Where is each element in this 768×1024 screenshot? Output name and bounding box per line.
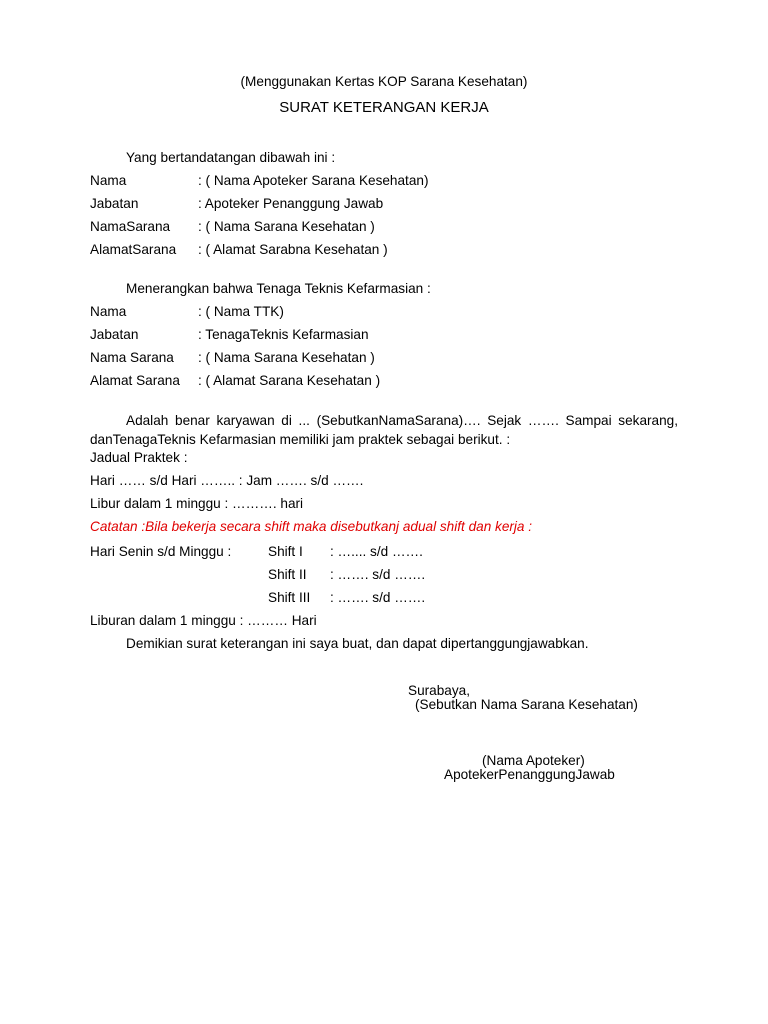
shift-days-label: Hari Senin s/d Minggu : — [90, 544, 232, 559]
signature-organization: (Sebutkan Nama Sarana Kesehatan) — [415, 697, 638, 712]
shift-3-time: : ……. s/d ……. — [330, 590, 426, 605]
shift-1-name: Shift I — [268, 544, 303, 559]
ttk-address-label: Alamat Sarana — [90, 373, 180, 388]
signer-name-label: Nama — [90, 173, 127, 188]
signer-address-label: AlamatSarana — [90, 242, 177, 257]
signature-position: ApotekerPenanggungJawab — [444, 767, 615, 782]
body-paragraph — [90, 411, 678, 449]
ttk-name-label: Nama — [90, 304, 127, 319]
closing-text: Demikian surat keterangan ini saya buat, dan dapat dipertanggungjawabkan. — [126, 636, 589, 651]
intro-text: Yang bertandatangan dibawah ini : — [126, 150, 336, 165]
ttk-address-value: : ( Alamat Sarana Kesehatan ) — [198, 373, 381, 388]
signer-facility-label: NamaSarana — [90, 219, 171, 234]
off-days-line: Libur dalam 1 minggu : ………. hari — [90, 496, 304, 511]
signer-address-value: : ( Alamat Sarabna Kesehatan ) — [198, 242, 388, 257]
signer-name-value: : ( Nama Apoteker Sarana Kesehatan) — [198, 173, 429, 188]
signature-name: (Nama Apoteker) — [482, 753, 585, 768]
ttk-name-value: : ( Nama TTK) — [198, 304, 284, 319]
ttk-facility-label: Nama Sarana — [90, 350, 174, 365]
signer-position-label: Jabatan — [90, 196, 139, 211]
signer-position-value: : Apoteker Penanggung Jawab — [198, 196, 384, 211]
holidays-line: Liburan dalam 1 minggu : ……… Hari — [90, 613, 317, 628]
body-paragraph-text: Adalah benar karyawan di ... (SebutkanNamaSarana)…. Sejak ……. Sampai sekarang, danTenagaTeknis Kefarmasian memiliki jam praktek sebagai berikut. : — [90, 413, 678, 447]
shift-2-time: : ……. s/d ……. — [330, 567, 426, 582]
ttk-position-label: Jabatan — [90, 327, 139, 342]
ttk-facility-value: : ( Nama Sarana Kesehatan ) — [198, 350, 375, 365]
shift-note: Catatan :Bila bekerja secara shift maka disebutkanj adual shift dan kerja : — [90, 519, 533, 534]
document-title: SURAT KETERANGAN KERJA — [279, 99, 489, 116]
ttk-position-value: : TenagaTeknis Kefarmasian — [198, 327, 369, 342]
letterhead-note: (Menggunakan Kertas KOP Sarana Kesehatan) — [240, 74, 528, 89]
schedule-line: Hari …… s/d Hari …….. : Jam ……. s/d ……. — [90, 473, 364, 488]
shift-1-time: : ….... s/d ……. — [330, 544, 423, 559]
statement-text: Menerangkan bahwa Tenaga Teknis Kefarmasian : — [126, 281, 431, 296]
schedule-heading: Jadual Praktek : — [90, 450, 188, 465]
signature-city: Surabaya, — [408, 683, 470, 698]
signer-facility-value: : ( Nama Sarana Kesehatan ) — [198, 219, 375, 234]
shift-2-name: Shift II — [268, 567, 307, 582]
shift-3-name: Shift III — [268, 590, 311, 605]
